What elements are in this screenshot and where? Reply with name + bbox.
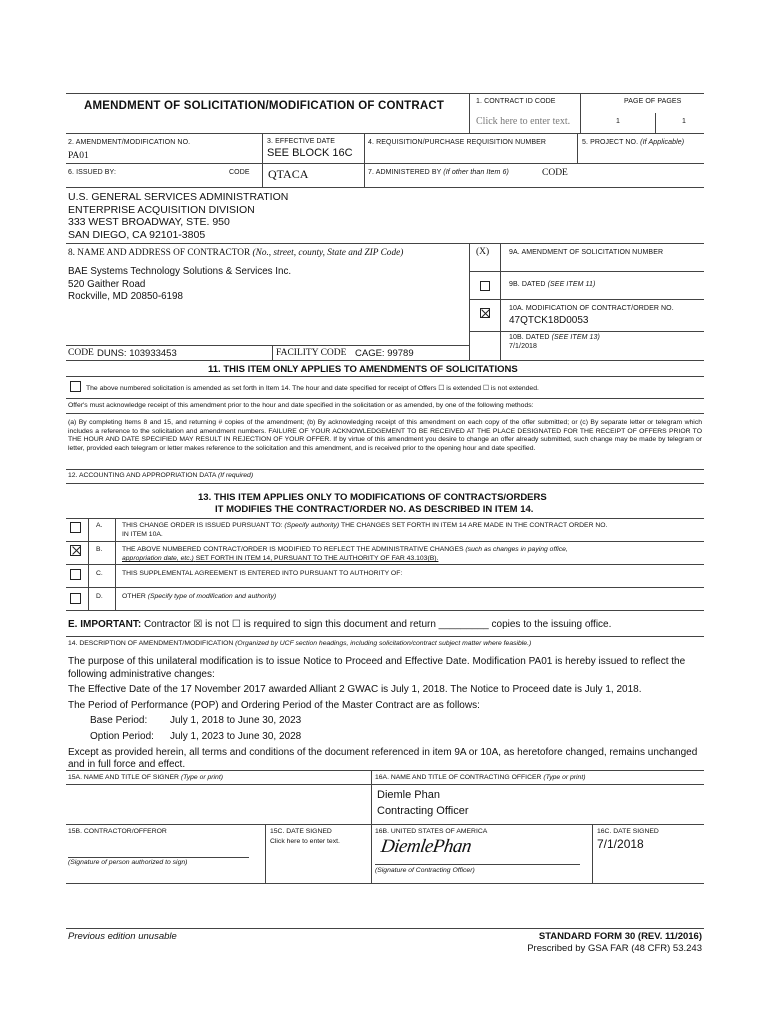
contractor-label [68,248,403,258]
officer-signature: DiemlePhan [379,836,473,857]
important-label: E. IMPORTANT: [68,619,142,630]
issuer-line: 333 WEST BROADWAY, STE. 950 [68,216,230,228]
item11-paragraph: (a) By completing Items 8 and 15, and returning # copies of the amendment; (b) By acknowledging receipt of this amendment on each copy of the offer submitted; or (c) By separate letter or telegram which includes a reference to the solicitation and amendment numbers. FAILURE OF YOUR ACKNOWLEDGEMENT TO BE RECEIVED AT THE PLACE DESIGNATED FOR THE RECEIPT OF OFFERS PRIOR TO THE HOUR AND DATE SPECIFIED MAY RESULT IN REJECTION OF YOUR OFFER. If by virtue of this amendment you desire to change an offer already submitted, such change may be made by telegram or letter, provided each telegram or letter makes reference to the solicitation and this amendment, and is received prior to the opening hour and date specified. [68,419,702,452]
contractor-signature-line [68,857,249,858]
contractor-address [68,266,291,304]
usa-label: 16B. UNITED STATES OF AMERICA [375,828,488,835]
dated-10b-italic: (SEE ITEM 13) [551,334,600,341]
page-of-pages-label: PAGE OF PAGES [624,98,682,105]
item13-a-text3: IN ITEM 10A. [122,531,163,538]
item14-label-text: 14. DESCRIPTION OF AMENDMENT/MODIFICATION [68,640,234,647]
date-signed-15c-field[interactable]: Click here to enter text. [270,838,340,845]
page-number: 1 [616,118,620,125]
officer-name-text: 16A. NAME AND TITLE OF CONTRACTING OFFICER [375,774,542,781]
item11-line2: Offer's must acknowledge receipt of this amendment prior to the hour and date specified in the solicitation or as amended, by one of the following methods: [68,402,534,409]
option-period-value: July 1, 2023 to June 30, 2028 [170,730,302,742]
issuer-line: ENTERPRISE ACQUISITION DIVISION [68,203,255,216]
contract-id-label: 1. CONTRACT ID CODE [476,98,556,105]
item13-c-letter: C. [96,570,103,577]
contractor-line: Rockville, MD 20850-6198 [68,291,183,302]
amend-solicitation-label: 9A. AMENDMENT OF SOLICITATION NUMBER [509,249,664,256]
footer-edition-note [68,931,177,942]
contractor-code-label: CODE [68,348,94,358]
pages-total: 1 [682,118,686,125]
item13-b-text1: THE ABOVE NUMBERED CONTRACT/ORDER IS MODIFIED TO REFLECT THE ADMINISTRATIVE CHANGES [122,546,464,553]
mod-10a-value: 47QTCK18D0053 [509,315,589,326]
mod-10a-checkbox[interactable] [480,308,490,318]
item13-b-checkbox[interactable] [70,545,81,556]
item13-b-letter: B. [96,546,103,553]
contractor-label-text: 8. NAME AND ADDRESS OF CONTRACTOR [68,248,251,258]
amendment-no-label: 2. AMENDMENT/MODIFICATION NO. [68,139,191,146]
requisition-label: 4. REQUISITION/PURCHASE REQUISITION NUMBER [368,139,547,146]
base-period-row [68,715,710,728]
administered-by-text: 7. ADMINISTERED BY [368,169,442,176]
issuer-address [68,191,288,241]
item13-a-text1: THIS CHANGE ORDER IS ISSUED PURSUANT TO: [122,522,283,529]
item13-c-text: THIS SUPPLEMENTAL AGREEMENT IS ENTERED INTO PURSUANT TO AUTHORITY OF: [122,570,403,577]
officer-signature-caption-text: (Signature of Contracting Officer) [375,867,475,874]
item13-a-letter: A. [96,522,103,529]
item11-heading: 11. THIS ITEM ONLY APPLIES TO AMENDMENTS OF SOLICITATIONS [208,364,518,375]
footer-form-number: STANDARD FORM 30 (REV. 11/2016) [538,931,702,942]
item13-a-checkbox[interactable] [70,522,81,533]
option-period-label: Option Period: [90,730,154,742]
dated-9b-checkbox[interactable] [480,281,490,291]
item11-checkbox[interactable] [70,381,81,392]
issuer-line: SAN DIEGO, CA 92101-3805 [68,228,206,241]
officer-signature-caption [375,867,475,876]
amendment-no-value: PA01 [68,151,89,161]
option-period-row [68,731,710,744]
officer-signature-line [375,864,580,865]
date-signed-16c-value: 7/1/2018 [597,837,644,851]
accounting-label [68,472,253,481]
footer-prescribed: Prescribed by GSA FAR (48 CFR) 53.243 [527,943,702,954]
contractor-label-italic: (No., street, county, State and ZIP Code) [252,248,404,258]
item13-d-letter: D. [96,593,103,600]
item14-paragraph-1: The purpose of this unilateral modification is to issue Notice to Proceed and Effective Date. Modification PA01 is hereby issued to reflect the following administrative changes: [68,656,686,680]
important-notice [68,619,611,630]
contract-id-field[interactable]: Click here to enter text. [476,116,571,127]
item13-d-text1: OTHER [122,593,146,600]
item13-d-italic: (Specify type of modification and authority) [147,593,277,600]
item13-subheading: IT MODIFIES THE CONTRACT/ORDER NO. AS DESCRIBED IN ITEM 14. [215,504,534,515]
contractor-duns: DUNS: 103933453 [97,348,177,359]
item13-d-checkbox[interactable] [70,593,81,604]
date-signed-15c-label: 15C. DATE SIGNED [270,828,332,835]
item14-paragraph-2: The Effective Date of the 17 November 2017 awarded Alliant 2 GWAC is July 1, 2018. The Notice to Proceed date is July 1, 2018. [68,684,642,696]
contractor-offeror-label: 15B. CONTRACTOR/OFFEROR [68,828,167,835]
officer-name-italic: (Type or print) [543,774,586,781]
signer-name-text: 15A. NAME AND TITLE OF SIGNER [68,774,179,781]
dated-9b-italic: (SEE ITEM 11) [547,281,596,288]
issued-by-label: 6. ISSUED BY: [68,169,116,176]
important-text: Contractor ☒ is not ☐ is required to sign this document and return _________ copies to the issuing office. [143,619,612,630]
form-title: AMENDMENT OF SOLICITATION/MODIFICATION OF CONTRACT [84,100,445,112]
item14-paragraph-3: The Period of Performance (POP) and Ordering Period of the Master Contract are as follows: [68,699,480,711]
footer-edition-text: Previous edition unusable [68,931,177,942]
item13-b-italic2: appropriation date, etc.) [122,555,194,562]
item13-a-italic: (Specify authority) [284,522,340,529]
project-no-text: 5. PROJECT NO. [582,139,639,146]
issuer-line: U.S. GENERAL SERVICES ADMINISTRATION [68,191,289,203]
issued-by-code-label: CODE [229,169,250,176]
effective-date-label: 3. EFFECTIVE DATE [267,138,336,145]
item13-c-checkbox[interactable] [70,569,81,580]
item13-b-line1 [122,546,568,555]
item11-line1: The above numbered solicitation is amended as set forth in Item 14. The hour and date specified for receipt of Offers ☐ is extended ☐ is not extended. [86,385,539,392]
dated-9b-label [509,281,595,288]
project-no-italic: (If Applicable) [640,139,685,146]
accounting-italic: (If required) [217,472,254,479]
item13-b-line2 [122,555,438,564]
contractor-line: BAE Systems Technology Solutions & Services Inc. [68,266,292,277]
item14-label-italic: (Organized by UCF section headings, including solicitation/contract subject matter where feasible.) [235,640,532,647]
officer-name-label [375,774,586,783]
item13-b-text2: SET FORTH IN ITEM 14, PURSUANT TO THE AUTHORITY OF FAR 43.103(B). [195,555,439,562]
x-mark-header: (X) [476,247,490,257]
contractor-cage: CAGE: 99789 [355,348,414,359]
base-period-value: July 1, 2018 to June 30, 2023 [170,715,302,727]
administered-code-label: CODE [542,168,568,178]
dated-10b-text: 10B. DATED [509,334,550,341]
item13-a-text2: THE CHANGES SET FORTH IN ITEM 14 ARE MADE IN THE CONTRACT ORDER NO. [340,522,608,529]
facility-code-label: FACILITY CODE [276,348,347,358]
signer-name-italic: (Type or print) [180,774,223,781]
accounting-text: 12. ACCOUNTING AND APPROPRIATION DATA [68,472,217,479]
item14-description [68,656,710,772]
effective-date-value: SEE BLOCK 16C [267,147,353,159]
dated-9b-text: 9B. DATED [509,281,546,288]
dated-10b-value: 7/1/2018 [509,343,538,350]
signer-name-label [68,774,223,783]
item14-paragraph-4: Except as provided herein, all terms and conditions of the document referenced in item 9A or 10A, as heretofore changed, remains unchanged and in full force and effect. [68,746,698,771]
officer-title: Contracting Officer [377,805,469,817]
dated-10b-label [509,334,600,341]
item13-heading: 13. THIS ITEM APPLIES ONLY TO MODIFICATIONS OF CONTRACTS/ORDERS [198,492,547,503]
date-signed-16c-label: 16C. DATE SIGNED [597,828,659,835]
item13-d-text [122,593,276,602]
item14-label [68,640,531,649]
item13-b-italic1: (such as changes in paying office, [465,546,568,553]
mod-10a-label: 10A. MODIFICATION OF CONTRACT/ORDER NO. [509,305,674,312]
project-no-label [582,139,684,146]
contractor-signature-caption-text: (Signature of person authorized to sign) [68,859,188,866]
base-period-label: Base Period: [90,715,148,727]
issued-by-code-value: QTACA [268,167,309,181]
contractor-line: 520 Gaither Road [68,278,146,290]
administered-by-label [368,169,509,176]
officer-name: Diemle Phan [377,789,440,801]
administered-by-italic: (If other than Item 6) [443,169,509,176]
item13-a-text [122,522,607,531]
contractor-signature-caption [68,859,187,868]
